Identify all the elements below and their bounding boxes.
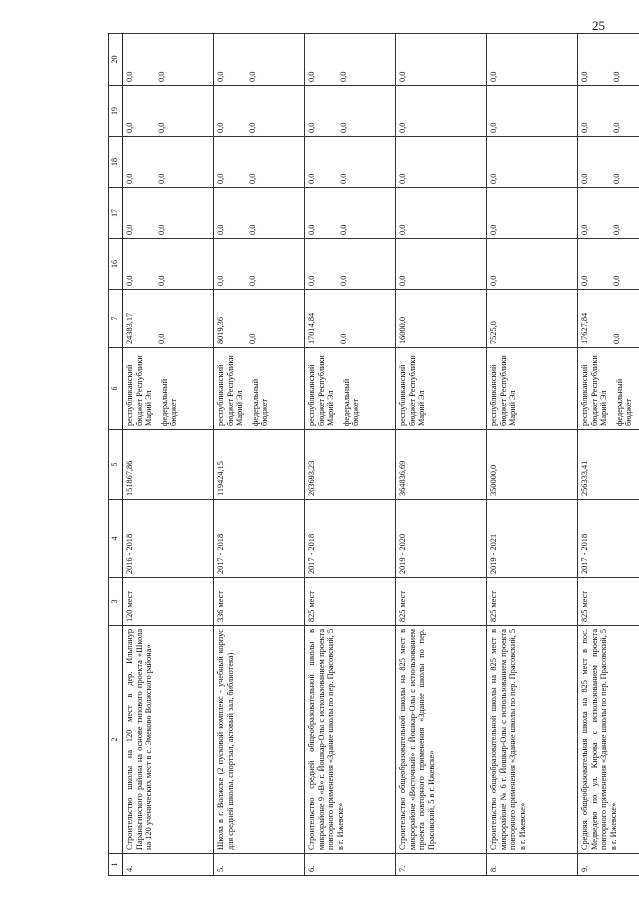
- value-col-7: [578, 290, 639, 348]
- value-federal: 0,0: [611, 71, 621, 82]
- value-col-18: [578, 137, 639, 188]
- value-republic: 0,0: [580, 275, 589, 286]
- value-republic: 0,0: [307, 71, 316, 82]
- source-republic-budget: республиканский бюджет Республики Марий Эл: [307, 355, 336, 426]
- value-col-17: [214, 188, 305, 239]
- value-republic: 0,0: [125, 224, 134, 235]
- object-description: Строительство школы на 120 мест в дер. Ильпанур Параньгинского района на основе типового проекта «Школа на 120 ученических мест в с. Эмеково Волжского района»: [123, 626, 214, 854]
- value-republic: 0,0: [489, 173, 498, 184]
- capacity: 825 мест: [578, 578, 639, 626]
- object-description: Строительство общеобразовательной школы на 825 мест в микрорайоне № 6 г. Йошкар-Олы с использованием проекта повторного применения «Здание школы по пер. Прасовский, 5 в г. Ижевске»: [487, 626, 578, 854]
- value-col-17: [396, 188, 487, 239]
- value-federal: 0,0: [156, 275, 166, 286]
- value-republic: 0,0: [489, 275, 498, 286]
- capacity: 336 мест: [214, 578, 305, 626]
- value-republic: 0,0: [125, 173, 134, 184]
- header-cell: 6: [109, 348, 123, 430]
- value-federal: 0,0: [156, 122, 166, 133]
- value-col-19: [396, 86, 487, 137]
- value-col-19: [578, 86, 639, 137]
- table-body: [123, 34, 639, 876]
- object-description: Строительство общеобразовательной школы на 825 мест в микрорайоне «Восточный» г. Йошкар-Олы с использованием проекта повторного применения «Здание школы по пер. Прасовский, 5 в г. Ижевске»: [396, 626, 487, 854]
- value-col-17: [487, 188, 578, 239]
- value-federal: 0,0: [611, 333, 621, 344]
- value-col-18: [487, 137, 578, 188]
- row-number: 6.: [305, 854, 396, 876]
- value-col-17: [123, 188, 214, 239]
- value-federal: 0,0: [338, 224, 348, 235]
- value-republic: 0,0: [398, 71, 407, 82]
- value-federal: 0,0: [247, 333, 257, 344]
- period: 2017 - 2018: [305, 500, 396, 578]
- rotated-table-container: [108, 34, 634, 876]
- value-republic: 0,0: [398, 224, 407, 235]
- total-cost: 151867,86: [123, 430, 214, 500]
- value-federal: 0,0: [338, 71, 348, 82]
- value-col-7: [487, 290, 578, 348]
- funding-source: [123, 348, 214, 430]
- value-republic: 0,0: [398, 275, 407, 286]
- value-federal: 0,0: [156, 224, 166, 235]
- value-col-16: [305, 239, 396, 290]
- value-republic: 0,0: [489, 122, 498, 133]
- total-cost: 364836,69: [396, 430, 487, 500]
- value-federal: 0,0: [156, 333, 166, 344]
- source-federal-budget: федеральный бюджет: [341, 378, 361, 426]
- value-col-16: [487, 239, 578, 290]
- header-cell: 4: [109, 500, 123, 578]
- value-col-7: [214, 290, 305, 348]
- source-republic-budget: республиканский бюджет Республики Марий Эл: [489, 355, 518, 426]
- value-republic: 16000,0: [398, 317, 407, 344]
- page-number: 25: [592, 18, 605, 33]
- value-republic: 0,0: [125, 71, 134, 82]
- source-republic-budget: республиканский бюджет Республики Марий Эл: [125, 355, 154, 426]
- value-col-16: [396, 239, 487, 290]
- period: 2017 - 2018: [578, 500, 639, 578]
- funding-source: [214, 348, 305, 430]
- table-row: [305, 34, 396, 876]
- value-federal: 0,0: [338, 173, 348, 184]
- value-republic: 0,0: [580, 224, 589, 235]
- value-republic: 0,0: [489, 71, 498, 82]
- value-federal: 0,0: [611, 275, 621, 286]
- value-republic: 0,0: [125, 275, 134, 286]
- value-republic: 0,0: [307, 173, 316, 184]
- total-cost: 350000,0: [487, 430, 578, 500]
- value-republic: 0,0: [307, 275, 316, 286]
- funding-source: [305, 348, 396, 430]
- value-republic: 0,0: [489, 224, 498, 235]
- row-number: 8.: [487, 854, 578, 876]
- row-number: 5.: [214, 854, 305, 876]
- funding-source: [487, 348, 578, 430]
- header-cell: 7: [109, 290, 123, 348]
- header-cell: 19: [109, 86, 123, 137]
- value-republic: 17627,84: [580, 312, 589, 344]
- object-description: Строительство средней общеобразовательной школы в микрорайоне 9 «В» г. Йошкар-Олы с использованием проекта повторного применения «Здание школы по пер. Прасовский, 5 в г. Ижевске»: [305, 626, 396, 854]
- value-republic: 0,0: [216, 224, 225, 235]
- value-col-19: [214, 86, 305, 137]
- table-row: [396, 34, 487, 876]
- value-federal: 0,0: [611, 224, 621, 235]
- value-republic: 24383,17: [125, 312, 134, 344]
- value-republic: 0,0: [125, 122, 134, 133]
- row-number: 4.: [123, 854, 214, 876]
- capacity: 825 мест: [396, 578, 487, 626]
- period: 2016 - 2018: [123, 500, 214, 578]
- value-republic: 8019,36: [216, 317, 225, 344]
- header-cell: 2: [109, 626, 123, 854]
- header-row: [109, 34, 123, 876]
- value-col-17: [578, 188, 639, 239]
- value-federal: 0,0: [156, 71, 166, 82]
- value-federal: 0,0: [247, 275, 257, 286]
- value-col-7: [305, 290, 396, 348]
- source-federal-budget: федеральный бюджет: [250, 378, 270, 426]
- object-description: Средняя общеобразовательная школа на 825 мест в пос. Медведево по ул. Кирова с использованием проекта повторного применения «Здание школы по пер. Прасовский, 5 в г. Ижевске»: [578, 626, 639, 854]
- value-republic: 0,0: [580, 71, 589, 82]
- row-number: 7.: [396, 854, 487, 876]
- value-federal: 0,0: [247, 122, 257, 133]
- value-col-19: [305, 86, 396, 137]
- source-republic-budget: республиканский бюджет Республики Марий Эл: [580, 355, 609, 426]
- value-col-20: [578, 34, 639, 86]
- total-cost: 256333,41: [578, 430, 639, 500]
- source-republic-budget: республиканский бюджет Республики Марий Эл: [398, 355, 427, 426]
- value-republic: 17014,84: [307, 312, 316, 344]
- value-col-20: [305, 34, 396, 86]
- value-federal: 0,0: [338, 333, 348, 344]
- table-row: [487, 34, 578, 876]
- table-row: [123, 34, 214, 876]
- value-federal: 0,0: [247, 173, 257, 184]
- source-federal-budget: федеральный бюджет: [614, 378, 634, 426]
- value-republic: 0,0: [216, 122, 225, 133]
- value-col-19: [123, 86, 214, 137]
- period: 2019 - 2021: [487, 500, 578, 578]
- table-row: [214, 34, 305, 876]
- value-republic: 0,0: [398, 173, 407, 184]
- capacity: 825 мест: [305, 578, 396, 626]
- header-cell: 18: [109, 137, 123, 188]
- value-col-18: [396, 137, 487, 188]
- value-federal: 0,0: [611, 122, 621, 133]
- header-cell: 5: [109, 430, 123, 500]
- value-col-7: [123, 290, 214, 348]
- value-col-20: [123, 34, 214, 86]
- object-description: Школа в г. Волжске (2 пусковой комплекс - учебный корпус для средней школы, спортзал, актовый зал, библиотека): [214, 626, 305, 854]
- value-republic: 0,0: [307, 122, 316, 133]
- value-col-20: [396, 34, 487, 86]
- value-col-20: [214, 34, 305, 86]
- value-col-18: [123, 137, 214, 188]
- period: 2017 - 2018: [214, 500, 305, 578]
- header-cell: 17: [109, 188, 123, 239]
- value-republic: 0,0: [580, 173, 589, 184]
- source-federal-budget: федеральный бюджет: [159, 378, 179, 426]
- header-cell: 3: [109, 578, 123, 626]
- value-federal: 0,0: [156, 173, 166, 184]
- value-republic: 0,0: [398, 122, 407, 133]
- value-col-20: [487, 34, 578, 86]
- value-col-18: [305, 137, 396, 188]
- value-col-19: [487, 86, 578, 137]
- value-col-17: [305, 188, 396, 239]
- value-col-18: [214, 137, 305, 188]
- value-republic: 0,0: [216, 71, 225, 82]
- value-federal: 0,0: [247, 71, 257, 82]
- value-republic: 0,0: [216, 275, 225, 286]
- total-cost: 119424,15: [214, 430, 305, 500]
- value-republic: 7525,0: [489, 321, 498, 344]
- header-cell: 1: [109, 854, 123, 876]
- period: 2019 - 2020: [396, 500, 487, 578]
- value-republic: 0,0: [216, 173, 225, 184]
- value-federal: 0,0: [611, 173, 621, 184]
- capacity: 120 мест: [123, 578, 214, 626]
- source-republic-budget: республиканский бюджет Республики Марий Эл: [216, 355, 245, 426]
- row-number: 9.: [578, 854, 639, 876]
- value-col-16: [123, 239, 214, 290]
- value-col-7: [396, 290, 487, 348]
- header-cell: 20: [109, 34, 123, 86]
- header-cell: 16: [109, 239, 123, 290]
- value-col-16: [214, 239, 305, 290]
- funding-source: [578, 348, 639, 430]
- funding-source: [396, 348, 487, 430]
- capacity: 825 мест: [487, 578, 578, 626]
- table-row: [578, 34, 639, 876]
- total-cost: 263693,23: [305, 430, 396, 500]
- value-republic: 0,0: [580, 122, 589, 133]
- value-federal: 0,0: [338, 122, 348, 133]
- value-federal: 0,0: [338, 275, 348, 286]
- value-col-16: [578, 239, 639, 290]
- value-republic: 0,0: [307, 224, 316, 235]
- value-federal: 0,0: [247, 224, 257, 235]
- program-table: [108, 33, 639, 876]
